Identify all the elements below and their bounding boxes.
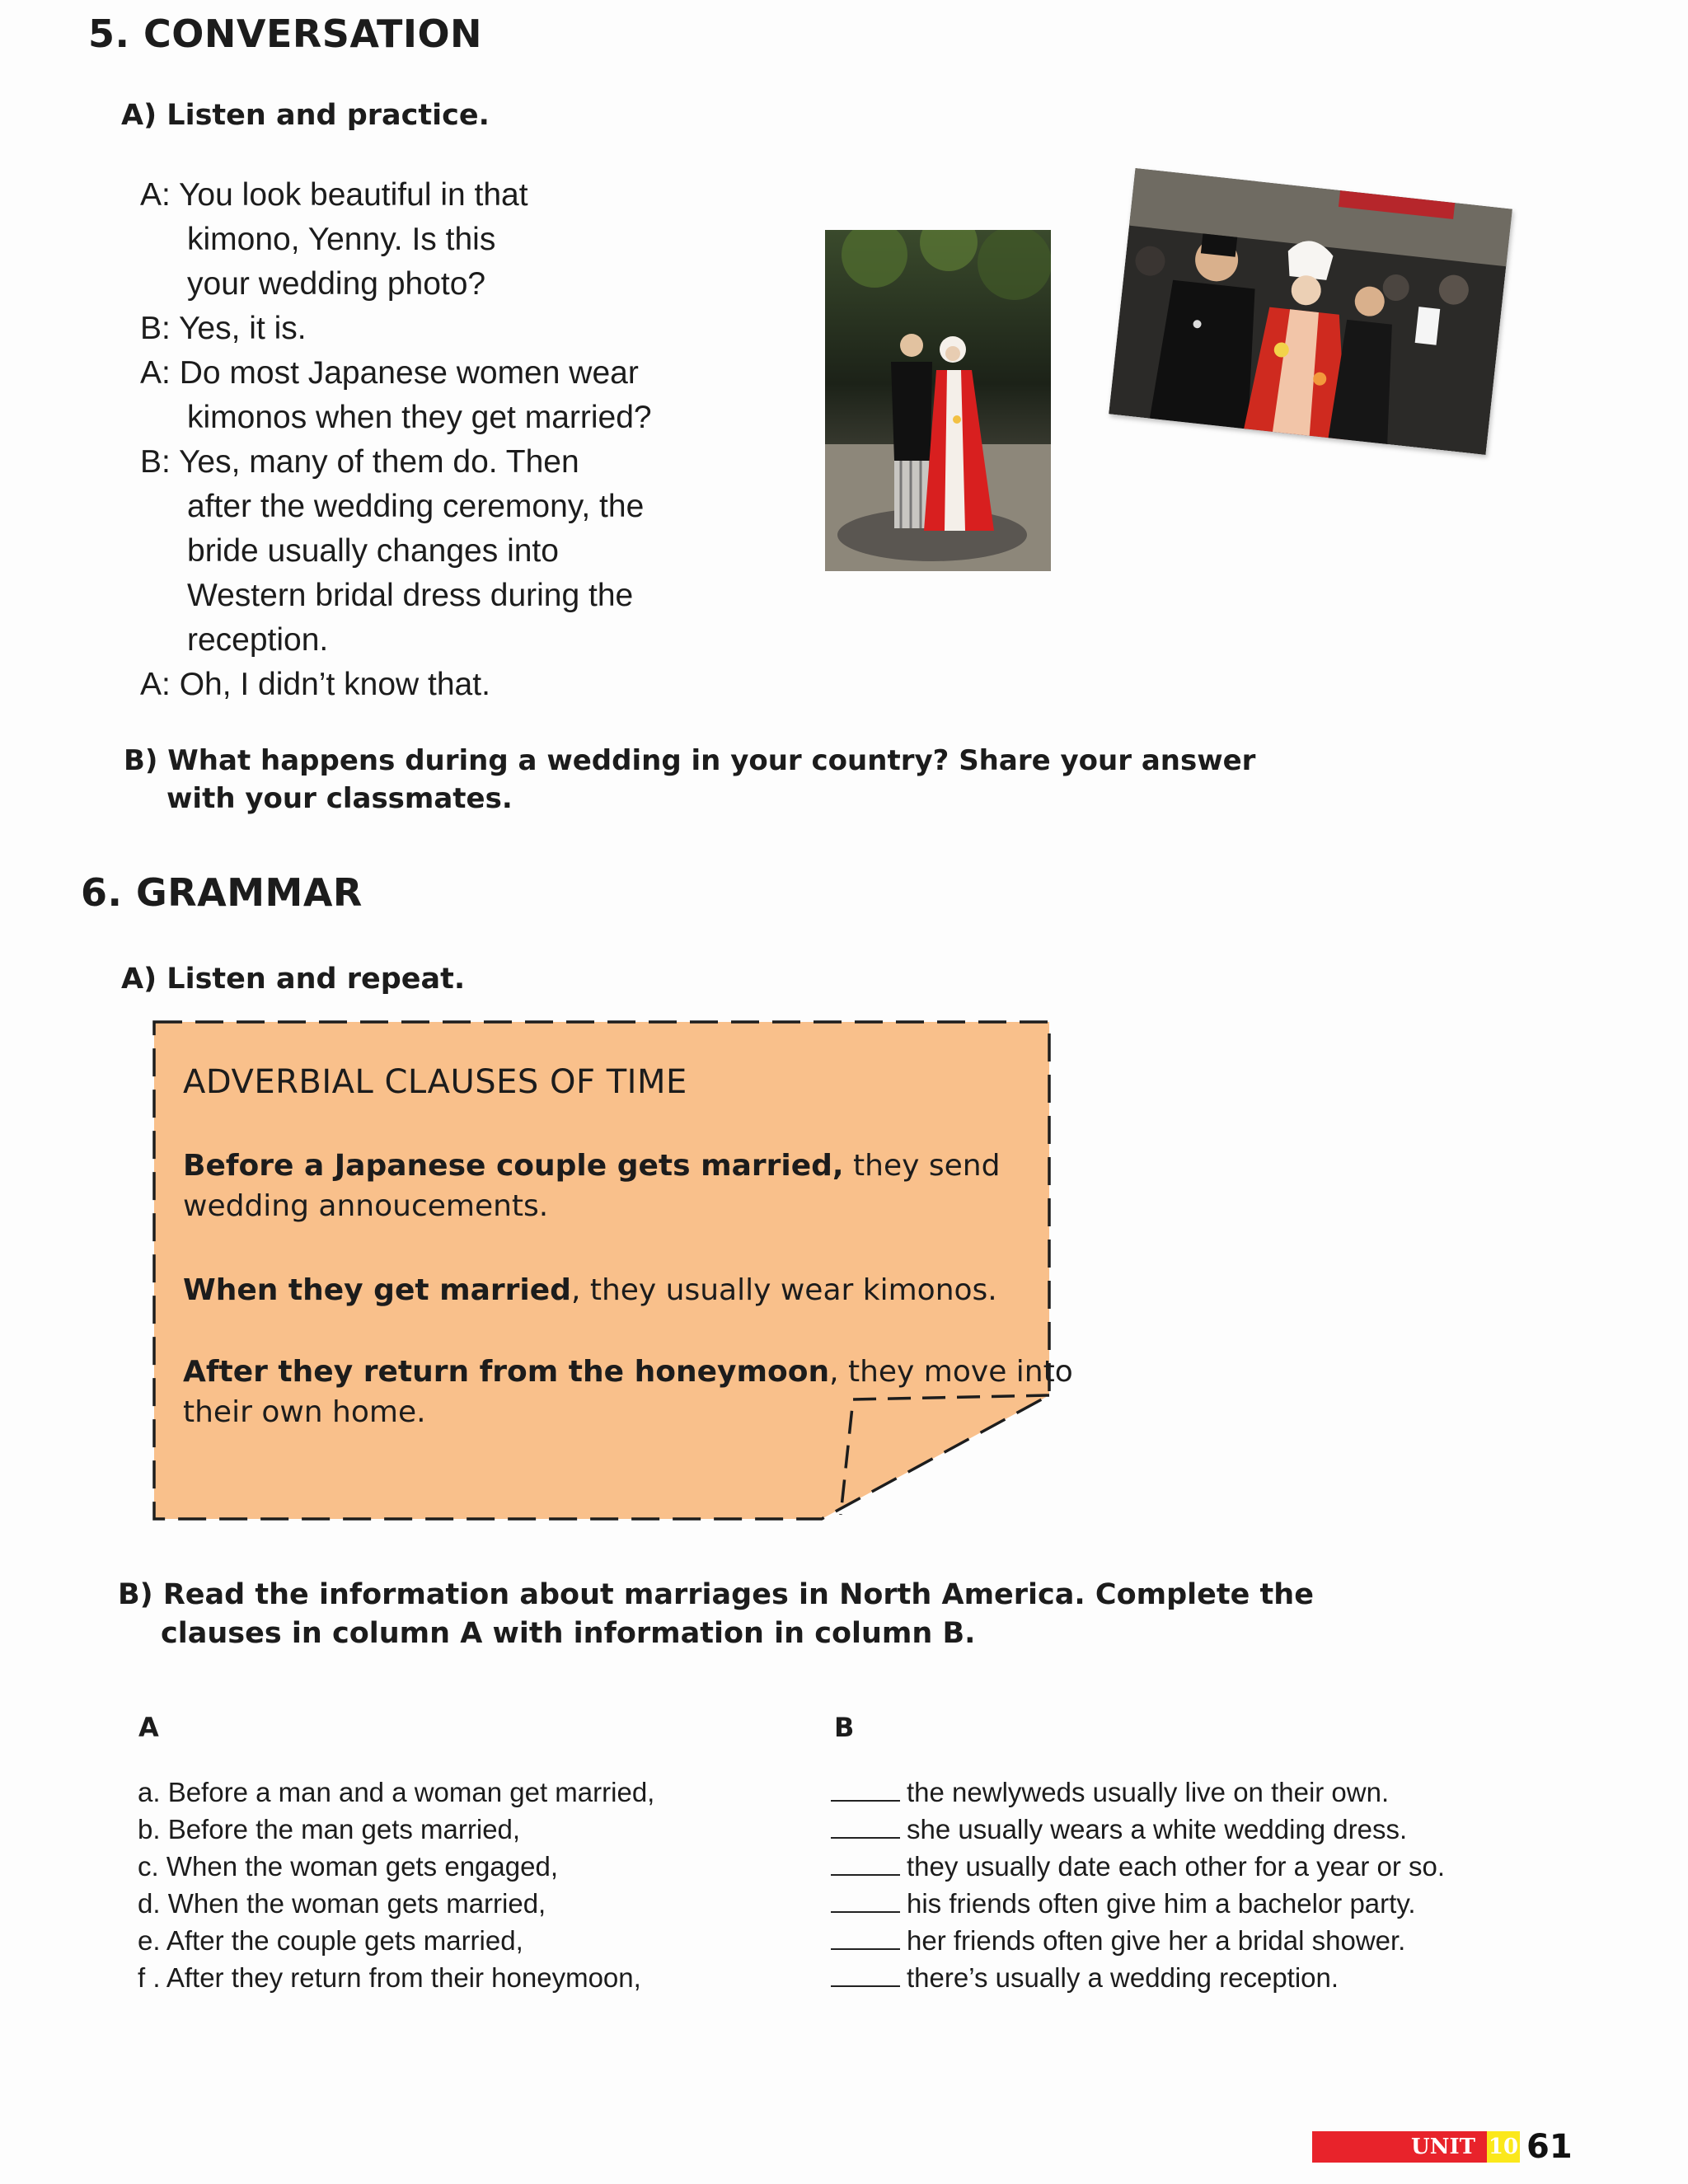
answer-blank[interactable] — [831, 1888, 900, 1913]
grammar-example-3: After they return from the honeymoon, they move into their own home. — [183, 1355, 1073, 1429]
answer-blank[interactable] — [831, 1851, 900, 1876]
grammar-part-a-heading: A) Listen and repeat. — [121, 963, 466, 996]
question-line: with your classmates. — [166, 782, 513, 815]
list-item: a. Before a man and a woman get married, — [138, 1777, 655, 1807]
dialogue-line: B: Yes, many of them do. Then — [140, 444, 579, 480]
page-footer — [1312, 2128, 1573, 2166]
list-item: his friends often give him a bachelor party. — [831, 1885, 1445, 1922]
dialogue-line: A: Oh, I didn’t know that. — [140, 667, 490, 702]
dialogue-line: bride usually changes into — [187, 533, 559, 569]
question-line: B) What happens during a wedding in your country? Share your answer — [124, 744, 1256, 777]
dialogue-line: after the wedding ceremony, the — [187, 489, 645, 524]
grammar-part-b-question — [118, 1576, 1354, 1653]
conversation-part-b-question — [124, 742, 1278, 818]
answer-blank[interactable] — [831, 1962, 900, 1987]
column-a-heading: A — [138, 1712, 159, 1743]
grammar-example-1: Before a Japanese couple gets married, they send wedding annoucements. — [183, 1149, 1001, 1223]
dialogue-line: kimono, Yenny. Is this — [187, 222, 496, 257]
conversation-part-a-heading: A) Listen and practice. — [121, 99, 490, 132]
wedding-couple-photo — [825, 230, 1051, 571]
question-line: clauses in column A with information in column B. — [161, 1617, 976, 1650]
dialogue-line: A: Do most Japanese women wear — [140, 355, 639, 391]
list-item: her friends often give her a bridal shower. — [831, 1922, 1445, 1959]
list-item: she usually wears a white wedding dress. — [831, 1811, 1445, 1848]
section-6-title: 6. GRAMMAR — [81, 870, 363, 915]
page-number: 61 — [1526, 2128, 1573, 2166]
column-a-list — [138, 1774, 654, 1996]
unit-number: 10 — [1487, 2131, 1520, 2163]
list-item: f . After they return from their honeymoon, — [138, 1962, 641, 1993]
list-item: e. After the couple gets married, — [138, 1925, 523, 1956]
column-b-heading: B — [834, 1712, 855, 1743]
list-item: c. When the woman gets engaged, — [138, 1851, 558, 1882]
dialogue-line: your wedding photo? — [187, 266, 486, 302]
dialogue — [140, 173, 734, 707]
answer-blank[interactable] — [831, 1925, 900, 1950]
dialogue-line: reception. — [187, 622, 329, 658]
wedding-couple-image — [825, 230, 1051, 571]
grammar-box-title: ADVERBIAL CLAUSES OF TIME — [183, 1063, 687, 1101]
list-item: they usually date each other for a year or so. — [831, 1848, 1445, 1885]
dialogue-line: kimonos when they get married? — [187, 400, 652, 435]
wedding-procession-photo — [1109, 168, 1512, 455]
unit-label: UNIT — [1312, 2131, 1487, 2163]
list-item: there’s usually a wedding reception. — [831, 1959, 1445, 1996]
section-5-title: 5. CONVERSATION — [88, 12, 483, 56]
list-item: d. When the woman gets married, — [138, 1888, 546, 1919]
question-line: B) Read the information about marriages in North America. Complete the — [118, 1578, 1314, 1611]
grammar-example-2: When they get married, they usually wear kimonos. — [183, 1273, 997, 1307]
list-item: b. Before the man gets married, — [138, 1814, 521, 1844]
column-b-list — [831, 1774, 1445, 1996]
dialogue-line: A: You look beautiful in that — [140, 177, 528, 213]
list-item: the newlyweds usually live on their own. — [831, 1774, 1445, 1811]
wedding-procession-image — [1109, 168, 1512, 455]
answer-blank[interactable] — [831, 1814, 900, 1839]
answer-blank[interactable] — [831, 1777, 900, 1802]
dialogue-line: Western bridal dress during the — [187, 578, 634, 613]
dialogue-line: B: Yes, it is. — [140, 311, 307, 346]
